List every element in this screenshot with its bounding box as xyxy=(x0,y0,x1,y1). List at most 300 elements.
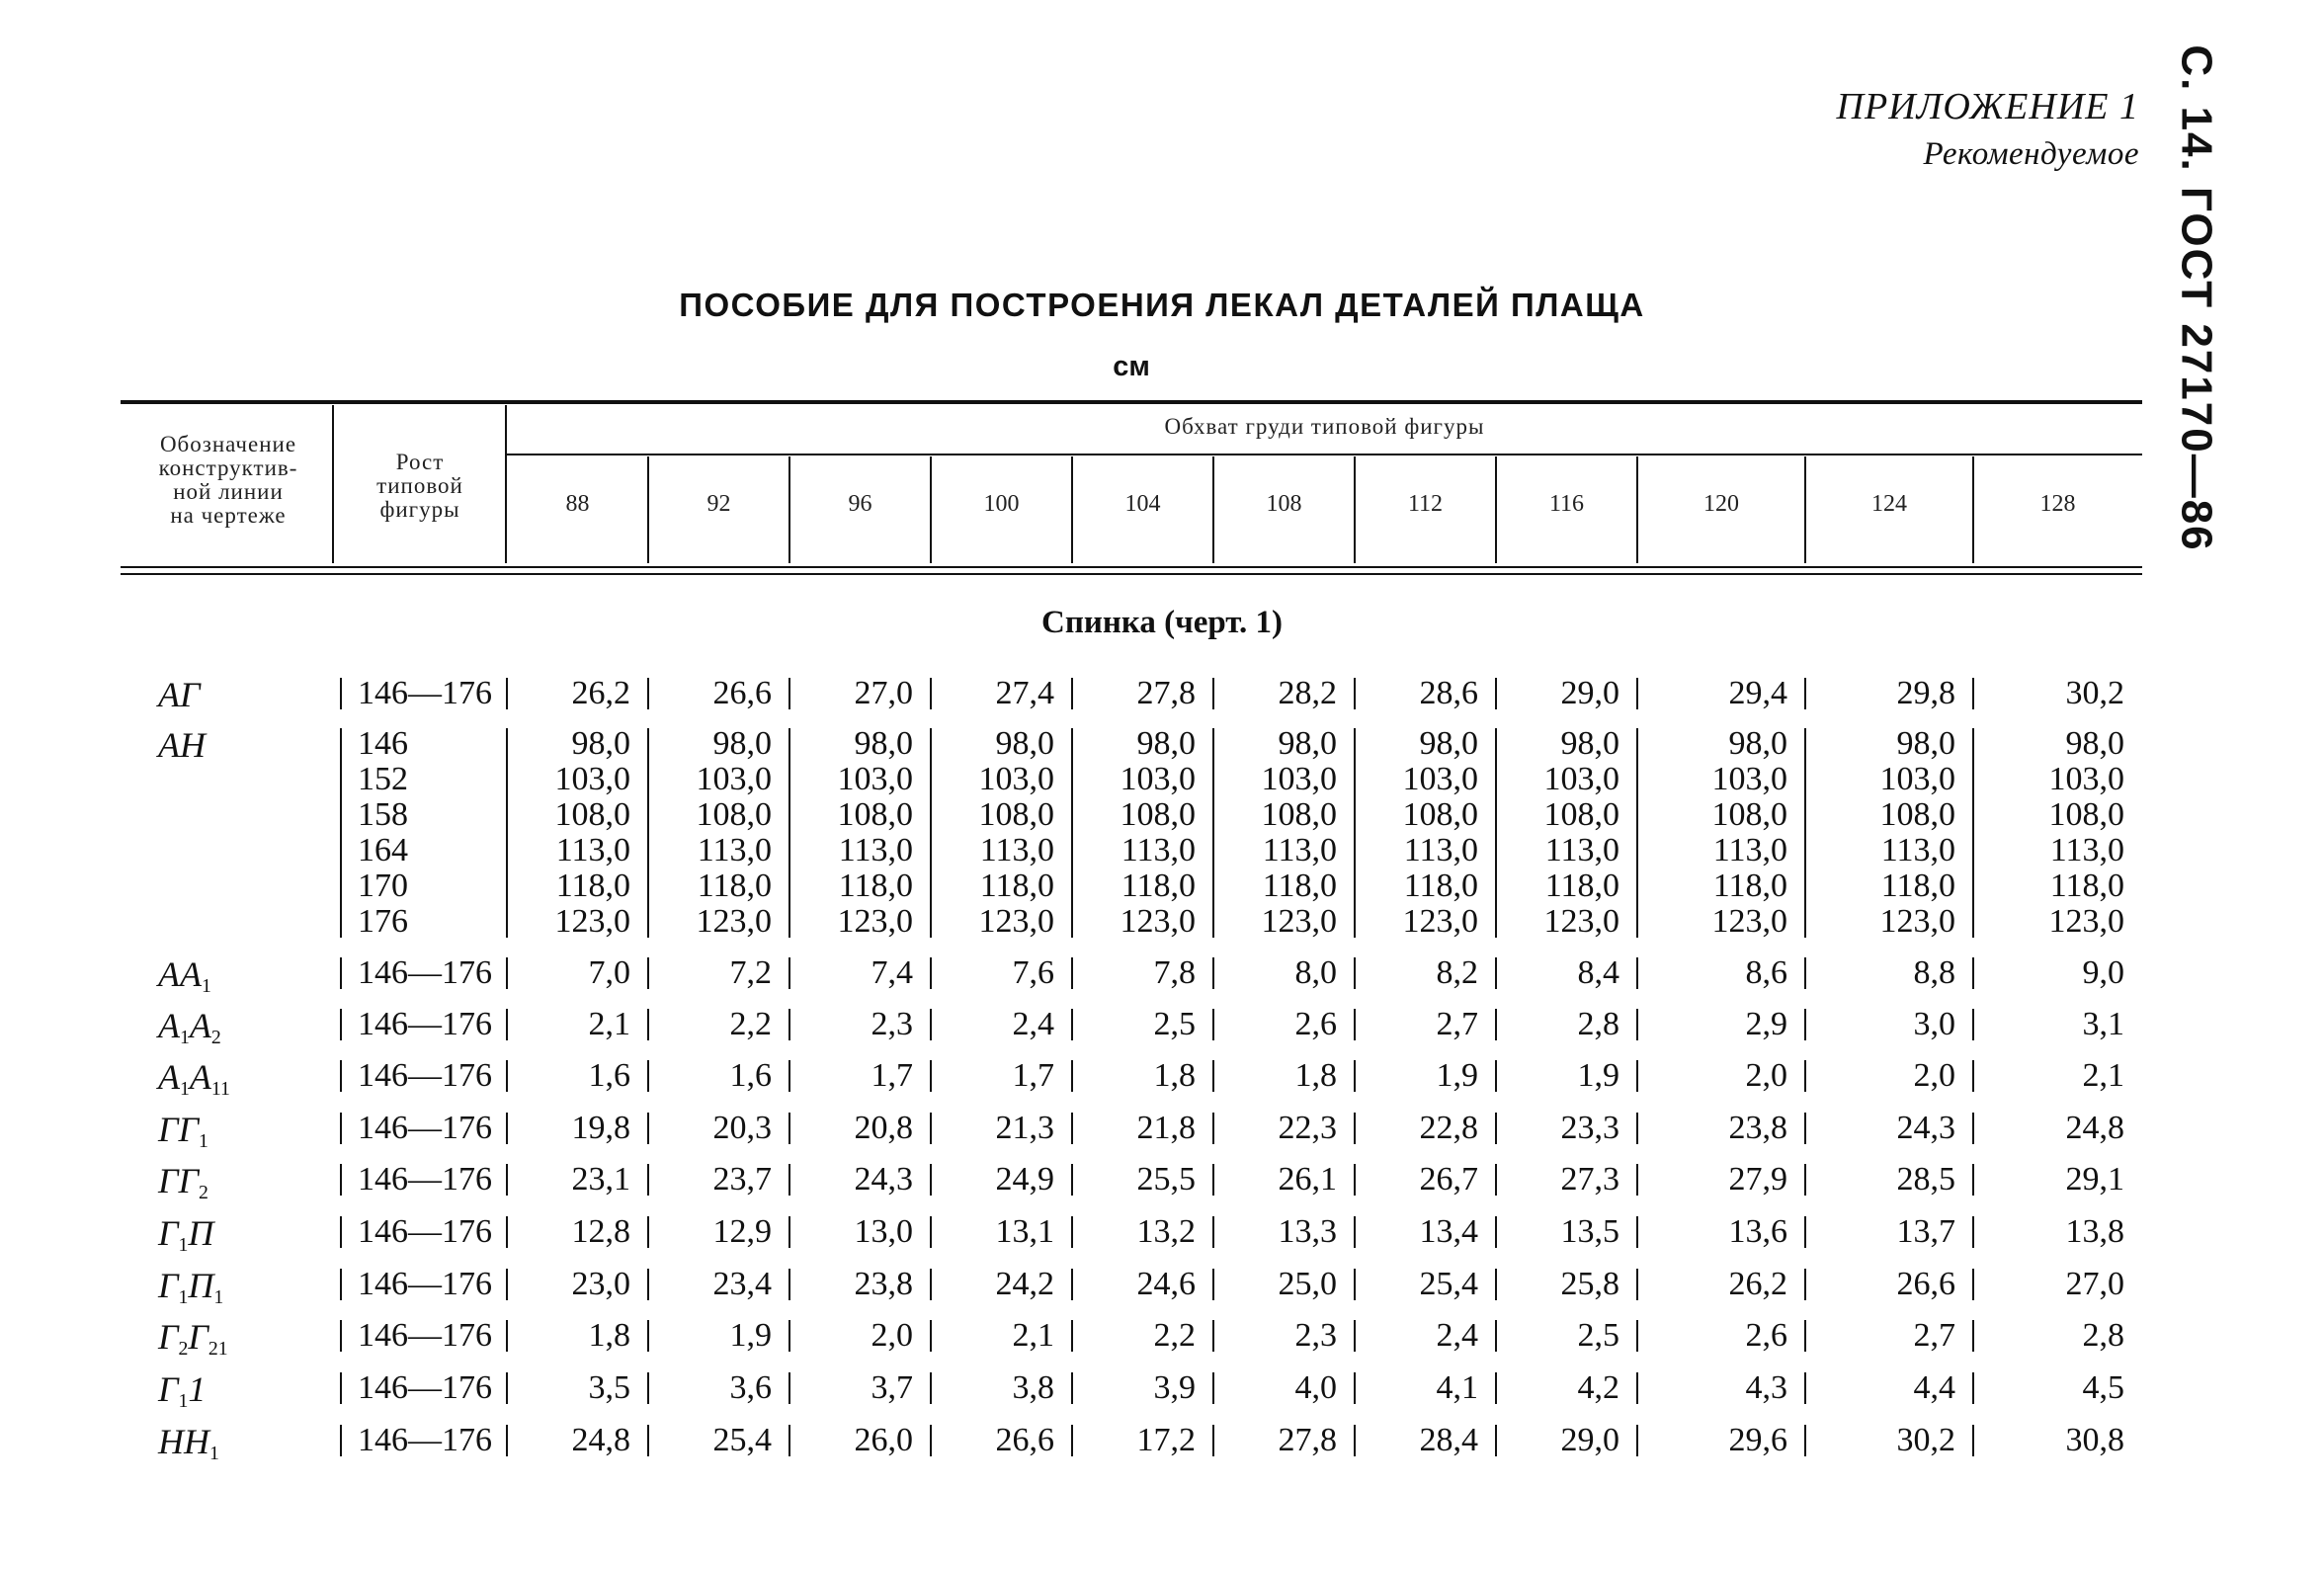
measurement-cell xyxy=(482,1318,630,1354)
measurement-value: 28,4 xyxy=(1419,1422,1478,1458)
measurement-cell xyxy=(906,676,1054,711)
chest-size-header: 120 xyxy=(1703,491,1739,517)
measurement-cell xyxy=(765,1267,913,1302)
measurement-cell xyxy=(1807,1162,1955,1198)
measurement-value: 12,9 xyxy=(712,1213,772,1250)
column-divider xyxy=(340,1425,342,1456)
column-divider xyxy=(1354,1060,1356,1092)
measurement-cell xyxy=(906,1267,1054,1302)
group-header-rule xyxy=(507,454,2142,455)
column-divider xyxy=(1495,1372,1497,1404)
measurement-value: 17,2 xyxy=(1136,1422,1196,1458)
measurement-cell xyxy=(906,1318,1054,1354)
column-divider xyxy=(340,957,342,989)
column-divider xyxy=(506,1320,508,1352)
measurement-value: 24,8 xyxy=(2065,1110,2124,1146)
measurement-value: 108,0 xyxy=(978,796,1054,833)
measurement-value: 29,6 xyxy=(1728,1422,1787,1458)
measurement-value: 26,6 xyxy=(712,675,772,711)
figure-height xyxy=(358,1058,492,1094)
measurement-cell xyxy=(1807,1370,1955,1406)
measurement-cell xyxy=(1330,1318,1478,1354)
measurement-cell xyxy=(1639,1370,1787,1406)
column-divider xyxy=(1212,728,1214,938)
measurement-cell xyxy=(1471,955,1619,991)
measurement-value: 113,0 xyxy=(555,832,630,868)
column-divider xyxy=(1071,728,1073,938)
measurement-cell xyxy=(623,676,772,711)
measurement-value: 3,6 xyxy=(729,1369,772,1406)
column-divider xyxy=(788,957,790,989)
column-divider xyxy=(1495,1060,1497,1092)
line-designation: $А_1А_{11}$ xyxy=(158,1057,230,1100)
measurement-value: 4,5 xyxy=(2082,1369,2124,1406)
header-column-divider xyxy=(1636,456,1638,563)
measurement-cell xyxy=(623,1162,772,1198)
measurement-value: 1,8 xyxy=(588,1317,630,1354)
measurement-value: 4,2 xyxy=(1577,1369,1619,1406)
measurement-value: 1,6 xyxy=(588,1057,630,1094)
measurement-value: 2,6 xyxy=(1745,1317,1787,1354)
height-value: 146—176 xyxy=(358,1057,492,1094)
column-divider xyxy=(647,1060,649,1092)
appendix-heading xyxy=(1837,85,2139,173)
header-column-divider xyxy=(1212,456,1214,563)
measurement-value: 28,6 xyxy=(1419,675,1478,711)
header-column-divider xyxy=(1495,456,1497,563)
column-divider xyxy=(930,678,932,709)
measurement-value: 108,0 xyxy=(2048,796,2124,833)
height-value: 158 xyxy=(358,796,408,833)
measurement-cell xyxy=(1976,1423,2124,1458)
measurement-value: 113,0 xyxy=(1712,832,1787,868)
header-column-divider xyxy=(1804,456,1806,563)
header-column-divider xyxy=(1972,456,1974,563)
column-divider xyxy=(1212,957,1214,989)
measurement-value: 118,0 xyxy=(555,868,630,904)
measurement-value: 98,0 xyxy=(1896,725,1955,762)
measurement-cell xyxy=(906,1007,1054,1042)
column-divider xyxy=(1636,1060,1638,1092)
line-designation: $Г_1П$ xyxy=(158,1213,214,1256)
column-divider xyxy=(1804,1425,1806,1456)
measurement-value: 2,5 xyxy=(1577,1317,1619,1354)
measurement-value: 8,8 xyxy=(1913,954,1955,991)
column-divider xyxy=(506,1009,508,1040)
measurement-value: 23,4 xyxy=(712,1266,772,1302)
height-value: 146—176 xyxy=(358,954,492,991)
figure-height xyxy=(358,1007,492,1042)
measurement-cell xyxy=(1189,1162,1337,1198)
measurement-cell xyxy=(1471,1423,1619,1458)
measurement-cell xyxy=(1330,1007,1478,1042)
measurement-value: 118,0 xyxy=(1712,868,1787,904)
measurement-value: 4,3 xyxy=(1745,1369,1787,1406)
measurement-value: 2,7 xyxy=(1436,1006,1478,1042)
measurement-value: 3,0 xyxy=(1913,1006,1955,1042)
column-divider xyxy=(506,728,508,938)
measurement-cell xyxy=(765,1111,913,1146)
column-divider xyxy=(506,678,508,709)
measurement-cell xyxy=(623,1370,772,1406)
measurement-value: 118,0 xyxy=(2049,868,2124,904)
measurement-value: 28,2 xyxy=(1278,675,1337,711)
height-value: 146—176 xyxy=(358,1110,492,1146)
measurement-cell xyxy=(1047,1058,1196,1094)
column-divider xyxy=(1212,1425,1214,1456)
measurement-value: 2,3 xyxy=(871,1006,913,1042)
column-divider xyxy=(1495,1320,1497,1352)
column-divider xyxy=(340,1164,342,1196)
line-designation: $Г_2Г_{21}$ xyxy=(158,1317,228,1360)
measurement-cell xyxy=(906,1111,1054,1146)
measurement-cell xyxy=(906,1162,1054,1198)
measurement-cell xyxy=(623,1111,772,1146)
header-column-divider xyxy=(332,405,334,563)
measurement-value: 25,4 xyxy=(1419,1266,1478,1302)
column-divider xyxy=(788,1009,790,1040)
measurement-value: 103,0 xyxy=(1711,761,1787,797)
measurement-value: 13,1 xyxy=(995,1213,1054,1250)
measurement-value: 98,0 xyxy=(854,725,913,762)
measurement-value: 2,0 xyxy=(1745,1057,1787,1094)
measurement-value: 113,0 xyxy=(838,832,913,868)
measurement-value: 8,2 xyxy=(1436,954,1478,991)
measurement-cell xyxy=(906,1058,1054,1094)
measurement-value: 23,1 xyxy=(571,1161,630,1198)
measurement-cell xyxy=(765,676,913,711)
column-divider xyxy=(1636,728,1638,938)
measurement-value: 21,8 xyxy=(1136,1110,1196,1146)
measurement-value: 2,1 xyxy=(2082,1057,2124,1094)
column-divider xyxy=(1636,1113,1638,1144)
column-divider xyxy=(1354,1113,1356,1144)
figure-height xyxy=(358,1214,492,1250)
measurement-cell xyxy=(1976,1058,2124,1094)
measurement-cell xyxy=(1639,1007,1787,1042)
height-value: 146—176 xyxy=(358,1161,492,1198)
header-chest-group: Обхват груди типовой фигуры xyxy=(1164,414,1485,439)
column-divider xyxy=(1972,1372,1974,1404)
measurement-value: 24,3 xyxy=(854,1161,913,1198)
column-divider xyxy=(1972,1060,1974,1092)
column-divider xyxy=(1495,1269,1497,1300)
section-title: Спинка (черт. 1) xyxy=(1040,605,1284,640)
measurement-cell xyxy=(906,955,1054,991)
measurement-value: 123,0 xyxy=(978,903,1054,940)
column-divider xyxy=(647,1216,649,1248)
column-divider xyxy=(1071,1113,1073,1144)
height-value: 152 xyxy=(358,761,408,797)
measurement-value: 13,5 xyxy=(1560,1213,1619,1250)
measurement-value: 118,0 xyxy=(1262,868,1337,904)
measurement-cell xyxy=(482,1111,630,1146)
measurement-cell xyxy=(1047,1318,1196,1354)
height-value: 146—176 xyxy=(358,1317,492,1354)
chest-size-header: 88 xyxy=(565,491,590,517)
measurement-cell xyxy=(1047,1162,1196,1198)
column-divider xyxy=(1972,1164,1974,1196)
measurement-cell xyxy=(1471,1058,1619,1094)
measurement-value: 22,8 xyxy=(1419,1110,1478,1146)
appendix-subtitle: Рекомендуемое xyxy=(1923,136,2139,172)
measurement-value: 113,0 xyxy=(1544,832,1619,868)
column-divider xyxy=(1636,1425,1638,1456)
measurement-value: 26,2 xyxy=(1728,1266,1787,1302)
column-divider xyxy=(340,1372,342,1404)
column-divider xyxy=(930,1372,932,1404)
measurement-cell xyxy=(1639,1111,1787,1146)
column-divider xyxy=(1495,728,1497,938)
measurement-cell xyxy=(482,955,630,991)
measurement-cell xyxy=(1976,1214,2124,1250)
measurement-cell xyxy=(1047,1007,1196,1042)
measurement-cell xyxy=(1047,1423,1196,1458)
column-divider xyxy=(1972,678,1974,709)
measurement-cell xyxy=(482,1423,630,1458)
measurement-value: 26,6 xyxy=(1896,1266,1955,1302)
column-divider xyxy=(1495,957,1497,989)
measurement-cell xyxy=(1189,1267,1337,1302)
measurement-value: 2,1 xyxy=(588,1006,630,1042)
measurement-value: 2,9 xyxy=(1745,1006,1787,1042)
measurement-value: 118,0 xyxy=(1403,868,1478,904)
measurement-cell xyxy=(1639,1423,1787,1458)
measurement-value: 24,6 xyxy=(1136,1266,1196,1302)
column-divider xyxy=(1212,1113,1214,1144)
measurement-value: 8,0 xyxy=(1294,954,1337,991)
measurement-cell xyxy=(623,955,772,991)
measurement-value: 1,9 xyxy=(1577,1057,1619,1094)
measurement-value: 118,0 xyxy=(1544,868,1619,904)
line-designation: $Г_11$ xyxy=(158,1369,207,1412)
column-divider xyxy=(647,1425,649,1456)
column-divider xyxy=(1071,1060,1073,1092)
measurement-value: 7,0 xyxy=(588,954,630,991)
measurement-value: 7,8 xyxy=(1153,954,1196,991)
column-divider xyxy=(1212,1320,1214,1352)
measurement-value: 29,8 xyxy=(1896,675,1955,711)
measurement-cell xyxy=(1330,726,1478,940)
measurement-value: 27,0 xyxy=(2065,1266,2124,1302)
column-divider xyxy=(1804,1060,1806,1092)
column-divider xyxy=(1212,1009,1214,1040)
column-divider xyxy=(506,1113,508,1144)
measurement-value: 25,5 xyxy=(1136,1161,1196,1198)
column-divider xyxy=(1354,1216,1356,1248)
header-bottom-rule xyxy=(121,566,2142,568)
column-divider xyxy=(1212,1269,1214,1300)
measurement-value: 108,0 xyxy=(1402,796,1478,833)
column-divider xyxy=(1636,1164,1638,1196)
column-divider xyxy=(1495,1164,1497,1196)
measurement-cell xyxy=(1189,1370,1337,1406)
header-column-divider xyxy=(1354,456,1356,563)
chest-size-header: 100 xyxy=(983,491,1020,517)
measurement-cell xyxy=(1471,1162,1619,1198)
measurement-value: 23,3 xyxy=(1560,1110,1619,1146)
measurement-cell xyxy=(765,955,913,991)
measurement-cell xyxy=(482,1370,630,1406)
measurement-value: 27,8 xyxy=(1136,675,1196,711)
column-divider xyxy=(1071,957,1073,989)
chest-size-header: 108 xyxy=(1266,491,1302,517)
measurement-cell xyxy=(1976,726,2124,940)
column-divider xyxy=(788,1216,790,1248)
measurement-cell xyxy=(1976,1162,2124,1198)
measurement-value: 2,6 xyxy=(1294,1006,1337,1042)
measurement-value: 13,6 xyxy=(1728,1213,1787,1250)
measurement-cell xyxy=(1047,955,1196,991)
column-divider xyxy=(1804,1113,1806,1144)
measurement-value: 13,8 xyxy=(2065,1213,2124,1250)
measurement-value: 113,0 xyxy=(697,832,772,868)
measurement-value: 118,0 xyxy=(1120,868,1196,904)
chest-size-header: 128 xyxy=(2039,491,2076,517)
measurement-cell xyxy=(1189,676,1337,711)
measurement-value: 26,2 xyxy=(571,675,630,711)
measurement-value: 23,7 xyxy=(712,1161,772,1198)
page-number: С. 14. ГОСТ 27170—86 xyxy=(2173,44,2221,552)
measurement-value: 123,0 xyxy=(1879,903,1955,940)
column-divider xyxy=(788,1269,790,1300)
figure-height xyxy=(358,1318,492,1354)
measurement-cell xyxy=(1330,1058,1478,1094)
measurement-value: 24,2 xyxy=(995,1266,1054,1302)
measurement-cell xyxy=(623,1267,772,1302)
height-value: 164 xyxy=(358,832,408,868)
measurement-cell xyxy=(1189,1111,1337,1146)
measurement-value: 29,4 xyxy=(1728,675,1787,711)
measurement-value: 123,0 xyxy=(1261,903,1337,940)
measurement-cell xyxy=(1330,1370,1478,1406)
measurement-value: 1,8 xyxy=(1294,1057,1337,1094)
measurement-value: 123,0 xyxy=(696,903,772,940)
column-divider xyxy=(1804,1269,1806,1300)
column-divider xyxy=(1212,1372,1214,1404)
measurement-value: 27,9 xyxy=(1728,1161,1787,1198)
column-divider xyxy=(1804,1216,1806,1248)
column-divider xyxy=(1972,1320,1974,1352)
figure-height xyxy=(358,1423,492,1458)
column-divider xyxy=(1804,1320,1806,1352)
column-divider xyxy=(506,1216,508,1248)
measurement-cell xyxy=(1189,726,1337,940)
measurement-cell xyxy=(1471,1111,1619,1146)
measurement-value: 25,0 xyxy=(1278,1266,1337,1302)
header-column-divider xyxy=(930,456,932,563)
measurement-cell xyxy=(765,726,913,940)
measurement-cell xyxy=(1330,1111,1478,1146)
measurement-cell xyxy=(1471,1267,1619,1302)
measurement-cell xyxy=(482,676,630,711)
measurement-cell xyxy=(1639,676,1787,711)
column-divider xyxy=(1071,1425,1073,1456)
measurement-value: 21,3 xyxy=(995,1110,1054,1146)
chest-size-header: 116 xyxy=(1548,491,1585,517)
figure-height xyxy=(358,955,492,991)
measurement-cell xyxy=(1639,1162,1787,1198)
measurement-cell xyxy=(1807,1423,1955,1458)
chest-size-header: 92 xyxy=(706,491,731,517)
measurement-value: 23,0 xyxy=(571,1266,630,1302)
column-divider xyxy=(1804,678,1806,709)
column-divider xyxy=(1972,957,1974,989)
measurement-value: 30,8 xyxy=(2065,1422,2124,1458)
measurement-cell xyxy=(1639,1214,1787,1250)
line-designation: $ГГ_1$ xyxy=(158,1110,208,1152)
measurement-value: 98,0 xyxy=(2065,725,2124,762)
column-divider xyxy=(930,1320,932,1352)
measurement-value: 29,1 xyxy=(2065,1161,2124,1198)
measurement-cell xyxy=(1807,1111,1955,1146)
measurement-value: 113,0 xyxy=(1880,832,1955,868)
measurement-cell xyxy=(623,1214,772,1250)
measurement-value: 4,0 xyxy=(1294,1369,1337,1406)
measurement-cell xyxy=(1807,1318,1955,1354)
line-designation: $Г_1П_1$ xyxy=(158,1266,224,1308)
measurement-value: 1,9 xyxy=(1436,1057,1478,1094)
column-divider xyxy=(1071,678,1073,709)
measurement-value: 2,7 xyxy=(1913,1317,1955,1354)
column-divider xyxy=(1354,1269,1356,1300)
figure-height xyxy=(358,1267,492,1302)
column-divider xyxy=(1636,1009,1638,1040)
column-divider xyxy=(1636,1216,1638,1248)
measurement-value: 3,7 xyxy=(871,1369,913,1406)
chest-size-header: 96 xyxy=(848,491,872,517)
measurement-cell xyxy=(1976,1267,2124,1302)
measurement-value: 22,3 xyxy=(1278,1110,1337,1146)
measurement-value: 3,1 xyxy=(2082,1006,2124,1042)
column-divider xyxy=(930,728,932,938)
column-divider xyxy=(340,1113,342,1144)
measurement-value: 13,2 xyxy=(1136,1213,1196,1250)
measurement-cell xyxy=(623,1423,772,1458)
measurement-value: 103,0 xyxy=(1402,761,1478,797)
measurement-value: 25,4 xyxy=(712,1422,772,1458)
measurement-cell xyxy=(1807,676,1955,711)
column-divider xyxy=(930,1113,932,1144)
measurement-value: 27,8 xyxy=(1278,1422,1337,1458)
measurement-value: 98,0 xyxy=(1278,725,1337,762)
measurement-value: 7,4 xyxy=(871,954,913,991)
header-line-designation: Обозначение конструктив- ной линии на чертеже xyxy=(158,432,298,528)
chest-size-header: 104 xyxy=(1124,491,1161,517)
height-value: 176 xyxy=(358,903,408,940)
measurement-value: 30,2 xyxy=(1896,1422,1955,1458)
measurement-cell xyxy=(1471,1214,1619,1250)
measurement-value: 2,4 xyxy=(1436,1317,1478,1354)
measurement-value: 23,8 xyxy=(854,1266,913,1302)
column-divider xyxy=(1071,1164,1073,1196)
column-divider xyxy=(1804,1164,1806,1196)
column-divider xyxy=(930,1009,932,1040)
measurement-cell xyxy=(482,726,630,940)
measurement-value: 2,8 xyxy=(2082,1317,2124,1354)
measurement-cell xyxy=(623,726,772,940)
measurement-value: 123,0 xyxy=(2048,903,2124,940)
column-divider xyxy=(1636,1372,1638,1404)
measurement-cell xyxy=(1047,726,1196,940)
measurement-value: 4,4 xyxy=(1913,1369,1955,1406)
measurement-cell xyxy=(1047,1267,1196,1302)
measurement-cell xyxy=(1471,726,1619,940)
measurement-value: 26,1 xyxy=(1278,1161,1337,1198)
figure-height xyxy=(358,726,408,940)
column-divider xyxy=(1495,1009,1497,1040)
column-divider xyxy=(1354,1372,1356,1404)
